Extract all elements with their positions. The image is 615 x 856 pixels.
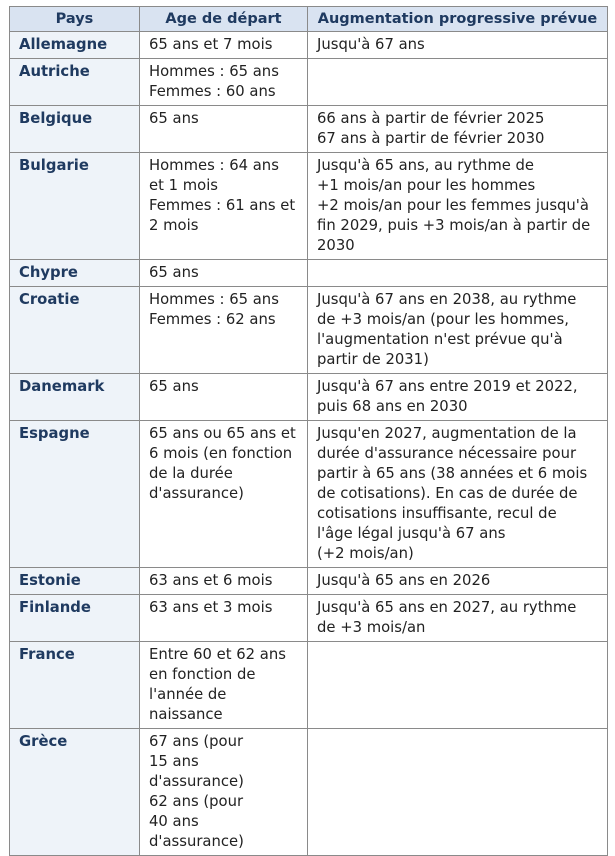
- cell-age-de-depart: [140, 374, 308, 421]
- cell-augmentation-line: Jusqu'à 65 ans, au rythme de: [317, 157, 535, 174]
- cell-augmentation-line: (+2 mois/an): [317, 545, 414, 562]
- cell-pays: Espagne: [10, 421, 140, 568]
- cell-pays: Belgique: [10, 106, 140, 153]
- cell-age-de-depart-line: en fonction de: [149, 666, 256, 683]
- cell-augmentation-line: partir de 2031): [317, 351, 429, 368]
- table-row: [10, 287, 608, 374]
- cell-augmentation: [308, 287, 608, 374]
- retirement-age-table-container: [9, 6, 608, 856]
- cell-age-de-depart: [140, 59, 308, 106]
- cell-augmentation: [308, 32, 608, 59]
- cell-pays: Allemagne: [10, 32, 140, 59]
- cell-augmentation-line: l'augmentation n'est prévue qu'à: [317, 331, 563, 348]
- cell-augmentation-line: Jusqu'à 65 ans en 2027, au rythme: [317, 599, 577, 616]
- cell-age-de-depart-line: 65 ans et 7 mois: [149, 36, 273, 53]
- cell-age-de-depart-line: 2 mois: [149, 217, 199, 234]
- cell-augmentation-line: 67 ans à partir de février 2030: [317, 130, 545, 147]
- table-body: [10, 32, 608, 856]
- retirement-age-table: [9, 6, 608, 856]
- cell-age-de-depart-line: d'assurance): [149, 485, 244, 502]
- cell-pays: France: [10, 642, 140, 729]
- cell-augmentation-line: durée d'assurance nécessaire pour: [317, 445, 577, 462]
- cell-age-de-depart-line: 15 ans: [149, 753, 199, 770]
- cell-pays: Autriche: [10, 59, 140, 106]
- cell-augmentation: [308, 568, 608, 595]
- cell-pays: Finlande: [10, 595, 140, 642]
- table-row: [10, 595, 608, 642]
- cell-augmentation-line: Jusqu'à 67 ans entre 2019 et 2022,: [317, 378, 578, 395]
- cell-pays: Grèce: [10, 729, 140, 856]
- cell-age-de-depart-line: l'année de: [149, 686, 227, 703]
- cell-augmentation-line: 66 ans à partir de février 2025: [317, 110, 545, 127]
- cell-augmentation-line: de +3 mois/an (pour les hommes,: [317, 311, 569, 328]
- cell-augmentation-line: 2030: [317, 237, 355, 254]
- cell-age-de-depart-line: de la durée: [149, 465, 233, 482]
- header-age-de-depart: Age de départ: [140, 7, 308, 32]
- cell-age-de-depart-line: 65 ans: [149, 378, 199, 395]
- table-row: [10, 568, 608, 595]
- cell-age-de-depart: [140, 153, 308, 260]
- cell-augmentation-line: l'âge légal jusqu'à 67 ans: [317, 525, 506, 542]
- cell-augmentation-line: Jusqu'en 2027, augmentation de la: [317, 425, 577, 442]
- cell-age-de-depart-line: 65 ans ou 65 ans et: [149, 425, 296, 442]
- cell-age-de-depart: [140, 421, 308, 568]
- cell-age-de-depart: [140, 106, 308, 153]
- table-row: [10, 59, 608, 106]
- cell-augmentation-line: Jusqu'à 67 ans: [317, 36, 425, 53]
- cell-age-de-depart: [140, 642, 308, 729]
- cell-augmentation-line: cotisations insuffisante, recul de: [317, 505, 557, 522]
- cell-pays: Chypre: [10, 260, 140, 287]
- cell-augmentation: [308, 153, 608, 260]
- cell-age-de-depart-line: 63 ans et 3 mois: [149, 599, 273, 616]
- cell-age-de-depart: [140, 260, 308, 287]
- cell-age-de-depart-line: 6 mois (en fonction: [149, 445, 293, 462]
- cell-augmentation: [308, 260, 608, 287]
- cell-age-de-depart-line: naissance: [149, 706, 223, 723]
- table-row: [10, 153, 608, 260]
- cell-augmentation-line: +1 mois/an pour les hommes: [317, 177, 536, 194]
- cell-age-de-depart: [140, 595, 308, 642]
- cell-age-de-depart-line: 65 ans: [149, 110, 199, 127]
- header-augmentation: Augmentation progressive prévue: [308, 7, 608, 32]
- cell-augmentation: [308, 106, 608, 153]
- cell-augmentation-line: de cotisations). En cas de durée de: [317, 485, 578, 502]
- cell-augmentation: [308, 642, 608, 729]
- cell-age-de-depart: [140, 32, 308, 59]
- cell-age-de-depart: [140, 287, 308, 374]
- table-row: [10, 729, 608, 856]
- cell-age-de-depart: [140, 729, 308, 856]
- table-header-row: [10, 7, 608, 32]
- cell-age-de-depart-line: 63 ans et 6 mois: [149, 572, 273, 589]
- cell-age-de-depart: [140, 568, 308, 595]
- cell-augmentation: [308, 595, 608, 642]
- cell-pays: Danemark: [10, 374, 140, 421]
- cell-augmentation-line: fin 2029, puis +3 mois/an à partir de: [317, 217, 591, 234]
- cell-augmentation-line: Jusqu'à 67 ans en 2038, au rythme: [317, 291, 577, 308]
- cell-age-de-depart-line: Femmes : 61 ans et: [149, 197, 296, 214]
- cell-age-de-depart-line: 65 ans: [149, 264, 199, 281]
- table-row: [10, 374, 608, 421]
- cell-augmentation: [308, 59, 608, 106]
- table-row: [10, 32, 608, 59]
- cell-pays: Croatie: [10, 287, 140, 374]
- cell-age-de-depart-line: Femmes : 60 ans: [149, 83, 276, 100]
- cell-pays: Estonie: [10, 568, 140, 595]
- cell-age-de-depart-line: Entre 60 et 62 ans: [149, 646, 286, 663]
- cell-augmentation-line: puis 68 ans en 2030: [317, 398, 468, 415]
- cell-age-de-depart-line: Femmes : 62 ans: [149, 311, 276, 328]
- cell-age-de-depart-line: Hommes : 65 ans: [149, 291, 279, 308]
- table-row: [10, 260, 608, 287]
- cell-augmentation: [308, 729, 608, 856]
- cell-augmentation-line: +2 mois/an pour les femmes jusqu'à: [317, 197, 589, 214]
- cell-age-de-depart-line: 40 ans: [149, 813, 199, 830]
- cell-age-de-depart-line: d'assurance): [149, 773, 244, 790]
- cell-augmentation-line: Jusqu'à 65 ans en 2026: [317, 572, 491, 589]
- cell-age-de-depart-line: 67 ans (pour: [149, 733, 244, 750]
- cell-age-de-depart-line: et 1 mois: [149, 177, 219, 194]
- cell-augmentation: [308, 374, 608, 421]
- cell-age-de-depart-line: Hommes : 64 ans: [149, 157, 279, 174]
- cell-pays: Bulgarie: [10, 153, 140, 260]
- cell-augmentation: [308, 421, 608, 568]
- cell-augmentation-line: de +3 mois/an: [317, 619, 426, 636]
- cell-age-de-depart-line: Hommes : 65 ans: [149, 63, 279, 80]
- table-row: [10, 106, 608, 153]
- cell-augmentation-line: partir à 65 ans (38 années et 6 mois: [317, 465, 588, 482]
- table-row: [10, 642, 608, 729]
- cell-age-de-depart-line: 62 ans (pour: [149, 793, 244, 810]
- header-pays: Pays: [10, 7, 140, 32]
- table-row: [10, 421, 608, 568]
- cell-age-de-depart-line: d'assurance): [149, 833, 244, 850]
